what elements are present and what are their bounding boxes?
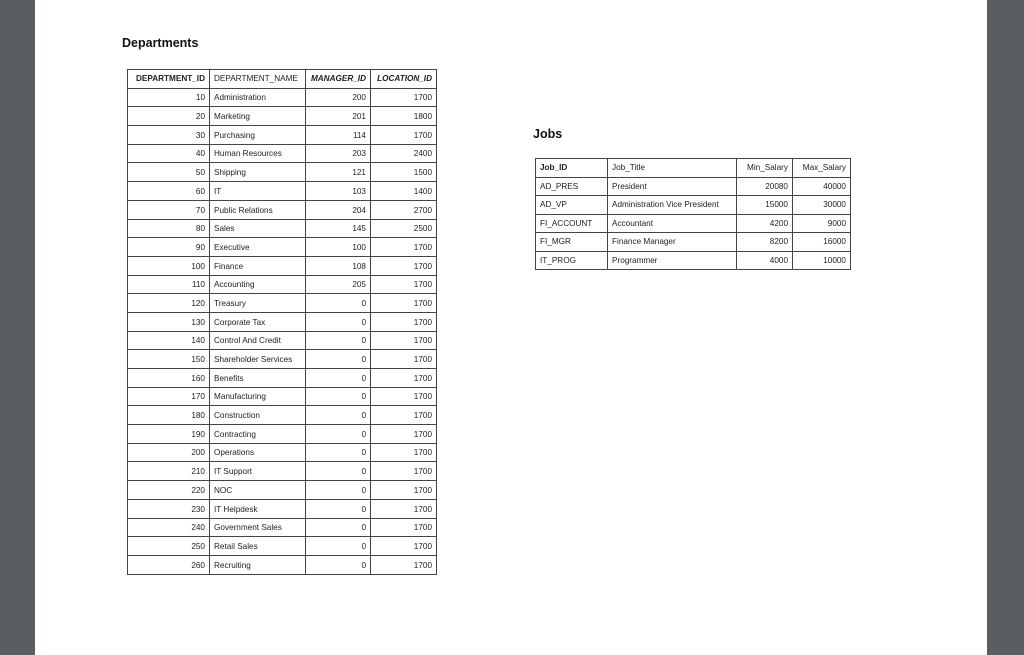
job-id-cell: AD_PRES (536, 177, 608, 196)
table-row (128, 462, 437, 481)
departments-header-row (128, 70, 437, 89)
job-title-cell: Administration Vice President (608, 196, 737, 215)
table-row (128, 537, 437, 556)
department-name-cell: Contracting (210, 425, 306, 444)
jobs-title: Jobs (533, 127, 563, 141)
table-row (536, 233, 851, 252)
department-name-cell: Accounting (210, 275, 306, 294)
department-name-cell: Shipping (210, 163, 306, 182)
department-name-cell: NOC (210, 481, 306, 500)
department-id-cell: 80 (128, 219, 210, 238)
department-id-cell: 40 (128, 144, 210, 163)
department-id-cell: 190 (128, 425, 210, 444)
department-name-cell: Public Relations (210, 200, 306, 219)
manager-id-cell: 0 (306, 499, 371, 518)
job-id-cell: AD_VP (536, 196, 608, 215)
department-id-cell: 160 (128, 369, 210, 388)
department-name-cell: Finance (210, 256, 306, 275)
table-row (128, 555, 437, 574)
department-id-cell: 110 (128, 275, 210, 294)
manager-id-cell: 205 (306, 275, 371, 294)
department-id-cell: 70 (128, 200, 210, 219)
table-row (128, 481, 437, 500)
location-id-cell: 1700 (371, 555, 437, 574)
department-id-cell: 30 (128, 126, 210, 145)
table-row (128, 387, 437, 406)
table-row (128, 312, 437, 331)
location-id-cell: 1700 (371, 518, 437, 537)
department-id-cell: 180 (128, 406, 210, 425)
manager-id-cell: 0 (306, 312, 371, 331)
table-row (128, 256, 437, 275)
department-id-cell: 100 (128, 256, 210, 275)
location-id-cell: 1700 (371, 499, 437, 518)
manager-id-cell: 114 (306, 126, 371, 145)
department-name-cell: IT Helpdesk (210, 499, 306, 518)
manager-id-cell: 0 (306, 462, 371, 481)
location-id-cell: 1700 (371, 425, 437, 444)
department-name-cell: Corporate Tax (210, 312, 306, 331)
location-id-cell: 2400 (371, 144, 437, 163)
job-id-cell: FI_MGR (536, 233, 608, 252)
manager-id-cell: 200 (306, 88, 371, 107)
header-department-name: DEPARTMENT_NAME (210, 70, 306, 89)
manager-id-cell: 201 (306, 107, 371, 126)
table-row (128, 200, 437, 219)
manager-id-cell: 121 (306, 163, 371, 182)
location-id-cell: 1700 (371, 481, 437, 500)
department-id-cell: 120 (128, 294, 210, 313)
jobs-header-row (536, 159, 851, 178)
location-id-cell: 1700 (371, 294, 437, 313)
table-row (536, 177, 851, 196)
manager-id-cell: 0 (306, 481, 371, 500)
department-name-cell: Manufacturing (210, 387, 306, 406)
jobs-table (535, 158, 851, 270)
location-id-cell: 1700 (371, 88, 437, 107)
manager-id-cell: 204 (306, 200, 371, 219)
department-name-cell: Government Sales (210, 518, 306, 537)
location-id-cell: 2500 (371, 219, 437, 238)
table-row (128, 126, 437, 145)
min-salary-cell: 4200 (737, 214, 793, 233)
location-id-cell: 1700 (371, 387, 437, 406)
table-row (128, 331, 437, 350)
location-id-cell: 1700 (371, 537, 437, 556)
table-row (128, 182, 437, 201)
header-min-salary: Min_Salary (737, 159, 793, 178)
department-id-cell: 60 (128, 182, 210, 201)
location-id-cell: 2700 (371, 200, 437, 219)
table-row (128, 350, 437, 369)
table-row (128, 275, 437, 294)
department-name-cell: Construction (210, 406, 306, 425)
manager-id-cell: 0 (306, 537, 371, 556)
table-row (128, 219, 437, 238)
manager-id-cell: 0 (306, 331, 371, 350)
manager-id-cell: 0 (306, 555, 371, 574)
department-name-cell: Sales (210, 219, 306, 238)
min-salary-cell: 4000 (737, 251, 793, 270)
job-id-cell: FI_ACCOUNT (536, 214, 608, 233)
department-name-cell: Treasury (210, 294, 306, 313)
department-id-cell: 20 (128, 107, 210, 126)
manager-id-cell: 0 (306, 443, 371, 462)
table-row (128, 499, 437, 518)
manager-id-cell: 0 (306, 350, 371, 369)
location-id-cell: 1700 (371, 126, 437, 145)
department-id-cell: 230 (128, 499, 210, 518)
manager-id-cell: 0 (306, 294, 371, 313)
manager-id-cell: 103 (306, 182, 371, 201)
table-row (128, 518, 437, 537)
department-name-cell: Retail Sales (210, 537, 306, 556)
min-salary-cell: 15000 (737, 196, 793, 215)
table-row (536, 214, 851, 233)
location-id-cell: 1700 (371, 350, 437, 369)
manager-id-cell: 0 (306, 425, 371, 444)
department-id-cell: 250 (128, 537, 210, 556)
job-title-cell: President (608, 177, 737, 196)
location-id-cell: 1700 (371, 238, 437, 257)
job-title-cell: Accountant (608, 214, 737, 233)
job-title-cell: Finance Manager (608, 233, 737, 252)
department-id-cell: 140 (128, 331, 210, 350)
department-id-cell: 240 (128, 518, 210, 537)
max-salary-cell: 9000 (793, 214, 851, 233)
department-name-cell: Operations (210, 443, 306, 462)
departments-title: Departments (122, 36, 199, 50)
location-id-cell: 1400 (371, 182, 437, 201)
header-job-id: Job_ID (536, 159, 608, 178)
department-id-cell: 200 (128, 443, 210, 462)
header-max-salary: Max_Salary (793, 159, 851, 178)
department-name-cell: IT (210, 182, 306, 201)
max-salary-cell: 10000 (793, 251, 851, 270)
table-row (128, 88, 437, 107)
manager-id-cell: 0 (306, 406, 371, 425)
department-name-cell: Control And Credit (210, 331, 306, 350)
document-page (35, 0, 987, 655)
manager-id-cell: 203 (306, 144, 371, 163)
location-id-cell: 1700 (371, 462, 437, 481)
manager-id-cell: 145 (306, 219, 371, 238)
department-id-cell: 150 (128, 350, 210, 369)
department-name-cell: Recruiting (210, 555, 306, 574)
location-id-cell: 1700 (371, 443, 437, 462)
table-row (536, 251, 851, 270)
departments-table (127, 69, 437, 575)
job-id-cell: IT_PROG (536, 251, 608, 270)
header-manager-id: MANAGER_ID (306, 70, 371, 89)
jobs-body (536, 177, 851, 270)
header-location-id: LOCATION_ID (371, 70, 437, 89)
table-row (128, 238, 437, 257)
manager-id-cell: 0 (306, 518, 371, 537)
table-row (128, 163, 437, 182)
department-id-cell: 50 (128, 163, 210, 182)
department-name-cell: Executive (210, 238, 306, 257)
department-name-cell: Marketing (210, 107, 306, 126)
department-id-cell: 90 (128, 238, 210, 257)
table-row (128, 443, 437, 462)
location-id-cell: 1500 (371, 163, 437, 182)
table-row (128, 369, 437, 388)
location-id-cell: 1700 (371, 275, 437, 294)
manager-id-cell: 0 (306, 387, 371, 406)
table-row (128, 144, 437, 163)
department-id-cell: 130 (128, 312, 210, 331)
location-id-cell: 1700 (371, 256, 437, 275)
department-id-cell: 260 (128, 555, 210, 574)
department-name-cell: Benefits (210, 369, 306, 388)
location-id-cell: 1700 (371, 369, 437, 388)
department-id-cell: 220 (128, 481, 210, 500)
header-job-title: Job_Title (608, 159, 737, 178)
header-department-id: DEPARTMENT_ID (128, 70, 210, 89)
table-row (128, 425, 437, 444)
department-name-cell: Purchasing (210, 126, 306, 145)
department-id-cell: 10 (128, 88, 210, 107)
location-id-cell: 1700 (371, 331, 437, 350)
department-name-cell: Administration (210, 88, 306, 107)
table-row (128, 406, 437, 425)
manager-id-cell: 100 (306, 238, 371, 257)
job-title-cell: Programmer (608, 251, 737, 270)
min-salary-cell: 20080 (737, 177, 793, 196)
department-name-cell: Human Resources (210, 144, 306, 163)
location-id-cell: 1700 (371, 312, 437, 331)
department-name-cell: IT Support (210, 462, 306, 481)
department-id-cell: 170 (128, 387, 210, 406)
manager-id-cell: 0 (306, 369, 371, 388)
max-salary-cell: 30000 (793, 196, 851, 215)
department-id-cell: 210 (128, 462, 210, 481)
departments-body (128, 88, 437, 574)
location-id-cell: 1700 (371, 406, 437, 425)
min-salary-cell: 8200 (737, 233, 793, 252)
table-row (536, 196, 851, 215)
table-row (128, 107, 437, 126)
department-name-cell: Shareholder Services (210, 350, 306, 369)
max-salary-cell: 16000 (793, 233, 851, 252)
max-salary-cell: 40000 (793, 177, 851, 196)
location-id-cell: 1800 (371, 107, 437, 126)
table-row (128, 294, 437, 313)
manager-id-cell: 108 (306, 256, 371, 275)
